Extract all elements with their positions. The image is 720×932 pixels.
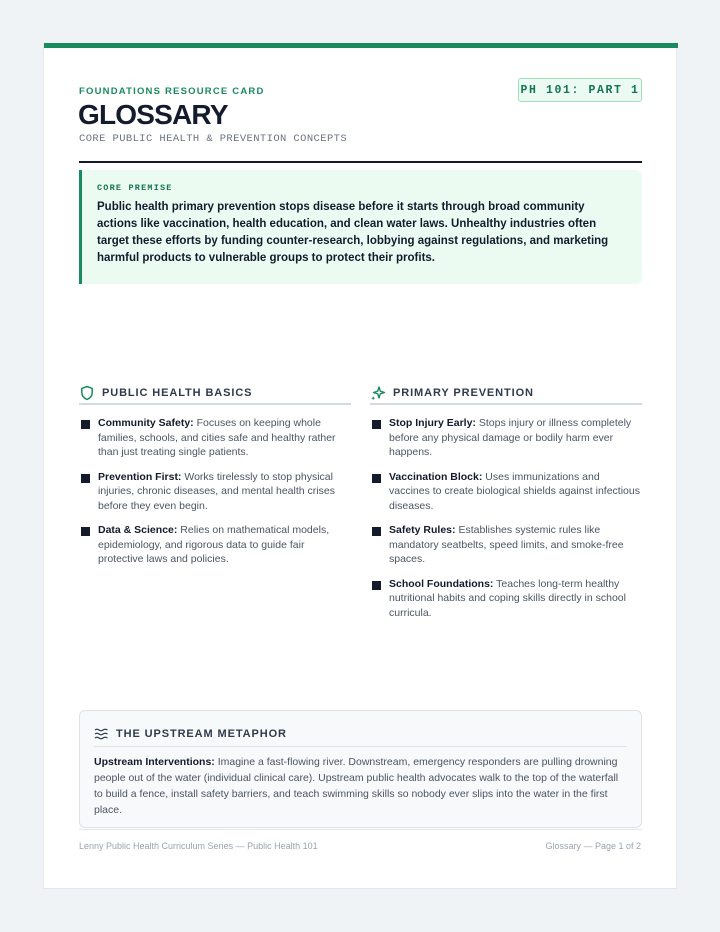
footer-page-number: Glossary — Page 1 of 2: [545, 841, 641, 851]
section-header: [370, 383, 642, 404]
card-kicker: FOUNDATIONS RESOURCE CARD: [79, 86, 265, 97]
metaphor-body: [94, 754, 627, 818]
bullet-square: [372, 420, 381, 429]
section-header: [94, 724, 627, 747]
item-desc: Relies on mathematical models, epidemiology, and rigorous data to guide fair protective laws and policies.: [98, 524, 330, 565]
sparkle-icon: [370, 385, 386, 401]
premise-label: CORE PREMISE: [97, 183, 173, 193]
page-subtitle: CORE PUBLIC HEALTH & PREVENTION CONCEPTS: [79, 133, 348, 145]
bullet-square: [372, 527, 381, 536]
bullet-square: [372, 581, 381, 590]
page-title: GLOSSARY: [78, 99, 228, 130]
list-item: [370, 577, 642, 621]
metaphor-text: Imagine a fast-flowing river. Downstream, emergency responders are pulling drowning people out of the water (individual clinical care). Upstream public health advocates walk to the top of the waterfall to build a fence, install safety barriers, and teach swimming skills so nobody ever slips into the water in the first place.: [94, 756, 619, 816]
item-term: Safety Rules:: [389, 524, 456, 536]
public-health-basics-section: [79, 383, 351, 577]
bullet-square: [81, 527, 90, 536]
footer-series: Lenny Public Health Curriculum Series — Public Health 101: [79, 841, 318, 851]
shield-icon: [79, 385, 95, 401]
bullet-square: [81, 474, 90, 483]
metaphor-title: THE UPSTREAM METAPHOR: [116, 727, 287, 740]
resource-card: [43, 43, 677, 889]
premise-text: Public health primary prevention stops disease before it starts through broad community actions like vaccination, health education, and clean water laws. Unhealthy industries often target these efforts by funding counter-research, lobbying against regulations, and marketing harmful products to vulnerable groups to protect their profits.: [97, 201, 609, 264]
title-divider: [79, 161, 642, 163]
section-header: [79, 383, 351, 404]
item-term: Stop Injury Early:: [389, 417, 476, 429]
list-item: [79, 416, 351, 460]
accent-bar: [44, 43, 678, 48]
item-term: School Foundations:: [389, 577, 494, 590]
metaphor-term: Upstream Interventions:: [94, 756, 215, 768]
item-desc: Stops injury or illness completely before any physical damage or bodily harm ever happens.: [389, 417, 632, 458]
list-item: [370, 416, 642, 460]
footer-divider: [79, 829, 642, 830]
basics-list: [79, 416, 351, 567]
prevention-list: [370, 416, 642, 620]
bullet-square: [372, 474, 381, 483]
core-premise-callout: [79, 170, 642, 284]
list-item: [79, 523, 351, 567]
item-term: Prevention First:: [98, 470, 182, 483]
list-item: [370, 523, 642, 567]
item-term: Community Safety:: [98, 417, 194, 429]
section-title: PUBLIC HEALTH BASICS: [102, 387, 253, 399]
course-badge: PH 101: PART 1: [518, 78, 642, 102]
upstream-metaphor-box: [79, 710, 642, 828]
item-desc: Establishes systemic rules like mandatory seatbelts, speed limits, and smoke-free spaces.: [389, 524, 624, 565]
list-item: [79, 470, 351, 514]
item-term: Vaccination Block:: [389, 470, 483, 483]
list-item: [370, 470, 642, 514]
item-desc: Works tirelessly to stop physical injuries, chronic diseases, and mental health crises before they even begin.: [98, 470, 335, 512]
item-term: Data & Science:: [98, 524, 178, 536]
item-desc: Focuses on keeping whole families, schools, and cities safe and healthy rather than just treating single patients.: [98, 417, 336, 458]
item-desc: Uses immunizations and vaccines to create biological shields against infectious diseases.: [389, 470, 640, 512]
primary-prevention-section: [370, 383, 642, 630]
bullet-square: [81, 420, 90, 429]
waves-icon: [94, 727, 109, 741]
section-title: PRIMARY PREVENTION: [393, 387, 534, 399]
item-desc: Teaches long-term healthy nutritional habits and coping skills directly in school curricula.: [389, 577, 626, 619]
